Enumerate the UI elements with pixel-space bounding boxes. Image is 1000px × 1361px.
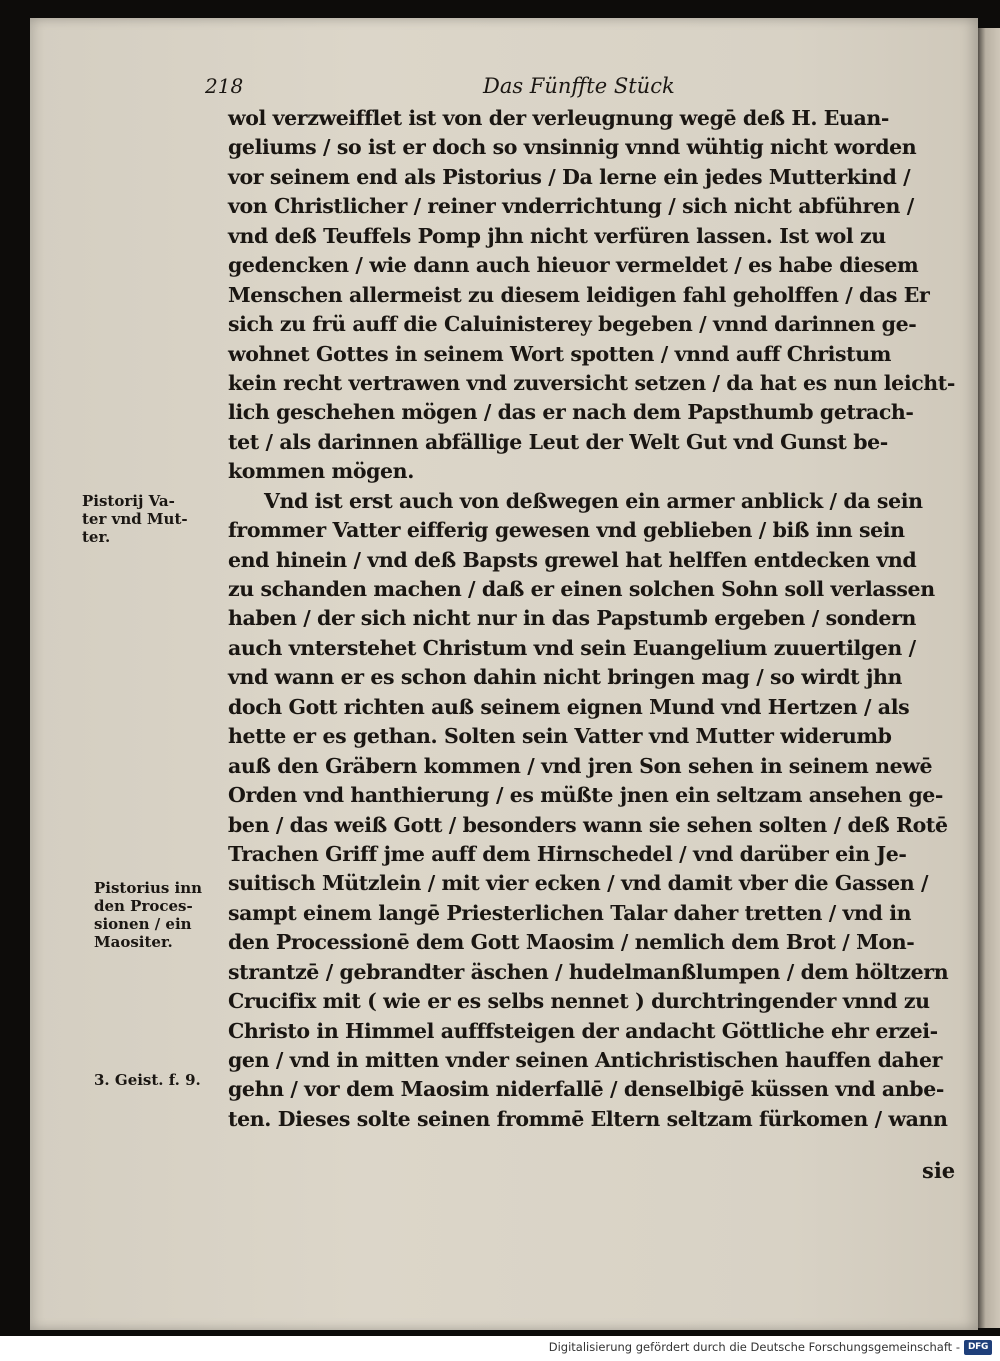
text-line: kein recht vertrawen vnd zuversicht setzen / da hat es nun leicht-: [228, 370, 955, 395]
adjacent-page-edge: [976, 28, 1000, 1328]
text-line: gedencken / wie dann auch hieuor vermeldet / es habe diesem: [228, 253, 919, 278]
text-line: Menschen allermeist zu diesem leidigen fahl geholffen / das Er: [228, 282, 930, 307]
text-line: haben / der sich nicht nur in das Papstumb ergeben / sondern: [228, 606, 916, 631]
text-line: tet / als darinnen abfällige Leut der Welt Gut vnd Gunst be-: [228, 429, 888, 454]
text-line: doch Gott richten auß seinem eignen Mund vnd Hertzen / als: [228, 694, 910, 719]
body-text: [228, 104, 968, 1134]
margin-note-line: sionen / ein: [94, 915, 192, 933]
text-line: Orden vnd hanthierung / es müßte jnen ein seltzam ansehen ge-: [228, 783, 944, 808]
text-line: sampt einem langē Priesterlichen Talar daher tretten / vnd in: [228, 900, 912, 925]
text-line: geliums / so ist er doch so vnsinnig vnnd wühtig nicht worden: [228, 135, 917, 160]
text-line: vor seinem end als Pistorius / Da lerne ein jedes Mutterkind /: [228, 164, 911, 189]
margin-note: [94, 1071, 201, 1089]
text-line: hette er es gethan. Solten sein Vatter vnd Mutter widerumb: [228, 724, 892, 749]
text-line: von Christlicher / reiner vnderrichtung / sich nicht abführen /: [228, 194, 914, 219]
text-line: strantzē / gebrandter äschen / hudelmanßlumpen / dem höltzern: [228, 959, 949, 984]
text-line: den Processionē dem Gott Maosim / nemlich dem Brot / Mon-: [228, 930, 915, 955]
running-head: [205, 74, 725, 104]
text-line: Crucifix mit ( wie er es selbs nennet ) durchtringender vnnd zu: [228, 989, 930, 1014]
text-line: ten. Dieses solte seinen frommē Eltern seltzam fürkomen / wann: [228, 1106, 948, 1131]
margin-note: [94, 879, 202, 951]
text-line: auch vnterstehet Christum vnd sein Euangelium zuuertilgen /: [228, 635, 916, 660]
text-line: Christo in Himmel aufffsteigen der andacht Göttliche ehr erzei-: [228, 1018, 938, 1043]
margin-note: [82, 492, 188, 546]
text-line: gen / vnd in mitten vnder seinen Antichristischen hauffen daher: [228, 1048, 942, 1072]
running-head-title: Das Fünffte Stück: [483, 74, 675, 98]
text-line: sich zu frü auff die Caluinisterey begeben / vnnd darinnen ge-: [228, 312, 917, 337]
text-line: frommer Vatter eifferig gewesen vnd geblieben / biß inn sein: [228, 518, 905, 543]
text-line: end hinein / vnd deß Bapsts grewel hat helffen entdecken vnd: [228, 547, 917, 572]
margin-note-line: ter.: [82, 528, 111, 546]
margin-note-line: Pistorij Va-: [82, 492, 175, 510]
margin-note-line: den Proces-: [94, 897, 193, 915]
text-line: lich geschehen mögen / das er nach dem Papsthumb getrach-: [228, 400, 914, 425]
text-line: Trachen Griff jme auff dem Hirnschedel / vnd darüber ein Je-: [228, 841, 907, 866]
text-line: Vnd ist erst auch von deßwegen ein armer anblick / da sein: [264, 488, 923, 513]
margin-note-line: ter vnd Mut-: [82, 510, 188, 528]
text-line: auß den Gräbern kommen / vnd jren Son sehen in seinem newē: [228, 753, 933, 778]
text-line: wol verzweifflet ist von der verleugnung wegē deß H. Euan-: [228, 106, 890, 130]
text-line: suitisch Mützlein / mit vier ecken / vnd damit vber die Gassen /: [228, 871, 929, 896]
text-line: gehn / vor dem Maosim niderfallē / denselbigē küssen vnd anbe-: [228, 1077, 944, 1102]
text-line: kommen mögen.: [228, 459, 414, 484]
catchword: sie: [922, 1158, 956, 1183]
margin-note-line: Pistorius inn: [94, 879, 203, 897]
dfg-logo-icon: DFG: [964, 1340, 992, 1355]
digitization-footer: [0, 1336, 1000, 1361]
text-line: wohnet Gottes in seinem Wort spotten / vnnd auff Christum: [228, 341, 891, 366]
text-line: vnd deß Teuffels Pomp jhn nicht verfüren lassen. Ist wol zu: [228, 223, 886, 248]
footer-credit: Digitalisierung gefördert durch die Deutsche Forschungsgemeinschaft -: [548, 1340, 960, 1354]
margin-note-line: Maositer.: [94, 933, 173, 951]
page-number: 218: [205, 74, 244, 98]
text-line: zu schanden machen / daß er einen solchen Sohn soll verlassen: [228, 577, 935, 601]
text-line: ben / das weiß Gott / besonders wann sie sehen solten / deß Rotē: [228, 812, 948, 837]
margin-note-line: 3. Geist. f. 9.: [94, 1071, 201, 1089]
text-line: vnd wann er es schon dahin nicht bringen mag / so wirdt jhn: [228, 665, 903, 690]
